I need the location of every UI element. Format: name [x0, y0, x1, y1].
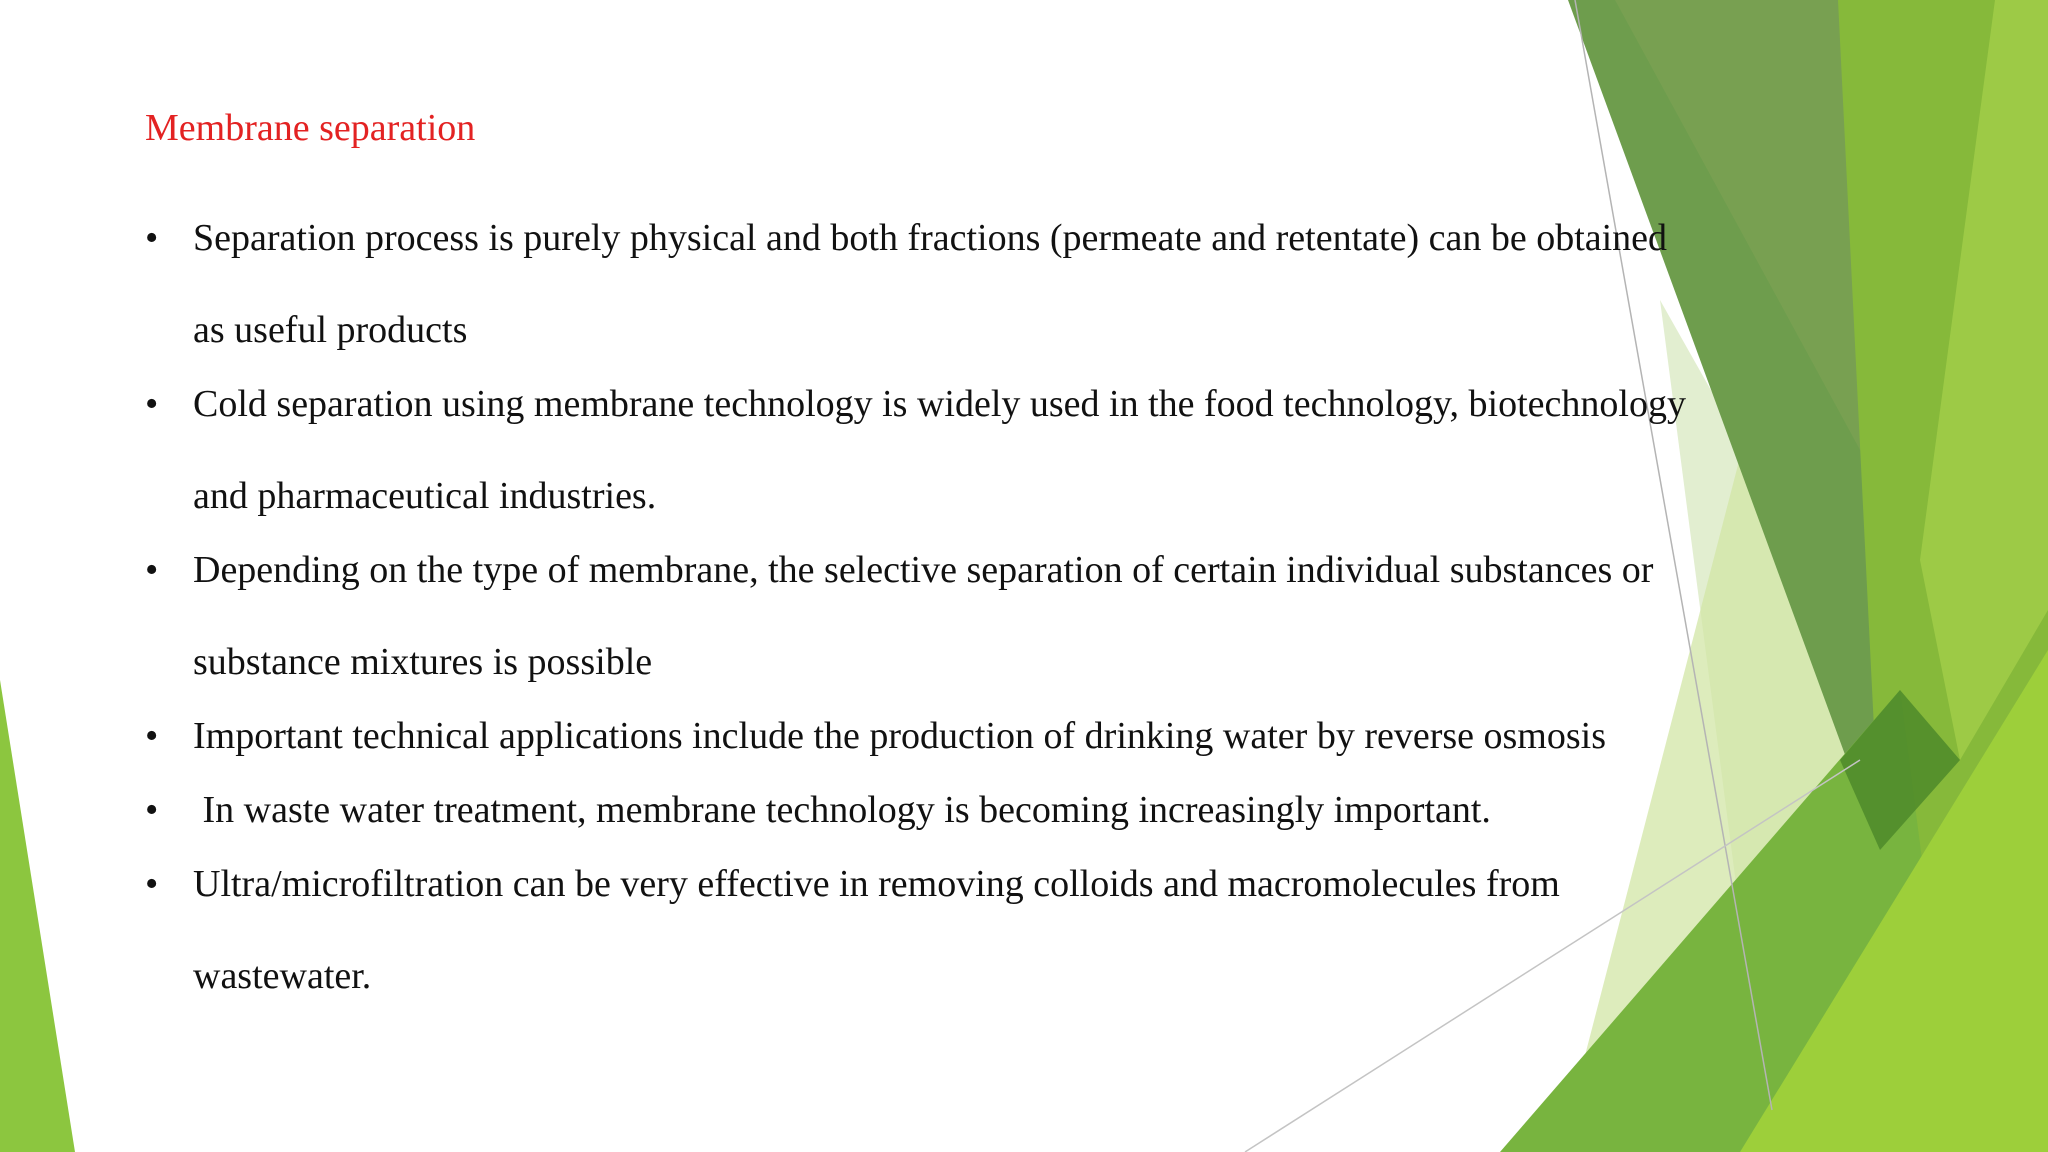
bullet-dot: •	[145, 715, 159, 757]
bullet-dot: •	[145, 549, 159, 591]
bullet-text: Ultra/microfiltration can be very effective in removing colloids and macromolecules from wastewater.	[193, 863, 1560, 997]
bullet-text: Depending on the type of membrane, the selective separation of certain individual substances or substance mixtures is possible	[193, 549, 1654, 683]
bullet-text: Important technical applications include the production of drinking water by reverse osmosis	[193, 715, 1606, 757]
slide-content	[145, 100, 1705, 1022]
bullet-item	[145, 524, 1705, 708]
left-green-sliver	[0, 680, 75, 1152]
bullet-dot: •	[145, 217, 159, 259]
bullet-text: In waste water treatment, membrane technology is becoming increasingly important.	[193, 789, 1491, 831]
slide-title: Membrane separation	[145, 107, 476, 149]
bullet-dot: •	[145, 789, 159, 831]
bullet-item	[145, 192, 1705, 376]
bullet-dot: •	[145, 863, 159, 905]
bullet-text: Separation process is purely physical and both fractions (permeate and retentate) can be obtained as useful products	[193, 217, 1668, 351]
bullet-item	[145, 838, 1705, 1022]
bullet-dot: •	[145, 383, 159, 425]
bullet-list	[145, 192, 1705, 1022]
bullet-item	[145, 358, 1705, 542]
bullet-text: Cold separation using membrane technology is widely used in the food technology, biotechnology and pharmaceutical industries.	[193, 383, 1686, 517]
